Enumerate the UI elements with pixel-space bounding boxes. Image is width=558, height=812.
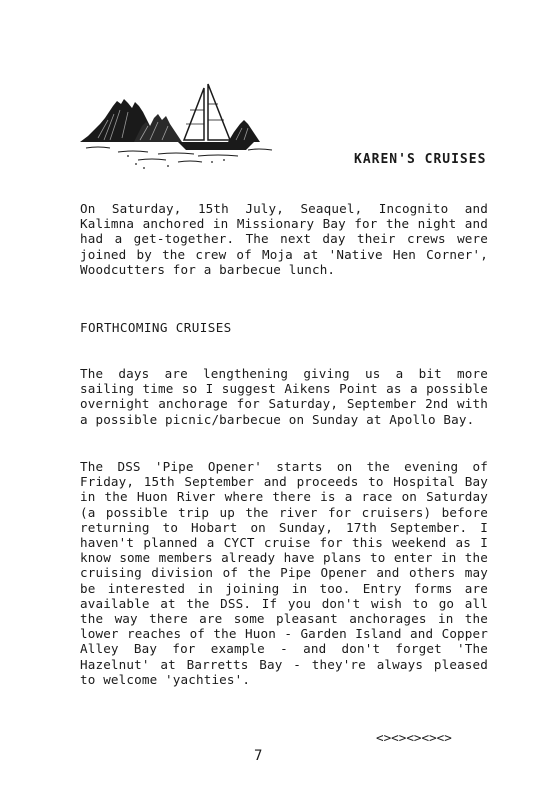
sailboat-mountains-icon xyxy=(78,80,278,175)
end-of-article-mark: <><><><><> xyxy=(376,730,452,745)
page-number: 7 xyxy=(254,748,263,764)
section-heading-forthcoming-cruises: FORTHCOMING CRUISES xyxy=(80,320,232,335)
paragraph-pipe-opener: The DSS 'Pipe Opener' starts on the evening of Friday, 15th September and proceeds to Hospital Bay in the Huon River where there is a race on Saturday (a possible trip up the river for cruisers) before returning to Hobart on Sunday, 17th September. I haven't planned a CYCT cruise for this weekend as I know some members already have plans to enter in the cruising division of the Pipe Opener and others may be interested in joining in too. Entry forms are available at the DSS. If you don't wish to go all the way there are some pleasant anchorages in the lower reaches of the Huon - Garden Island and Copper Alley Bay for example - and don't forget 'The Hazelnut' at Barretts Bay - they're always pleased to welcome 'yachties'. xyxy=(80,459,488,687)
paragraph-september-anchorage: The days are lengthening giving us a bit more sailing time so I suggest Aikens Point as a possible overnight anchorage for Saturday, September 2nd with a possible picnic/barbecue on Sunday at Apollo Bay. xyxy=(80,366,488,427)
page-title: KAREN'S CRUISES xyxy=(354,152,487,167)
paragraph-july-cruise: On Saturday, 15th July, Seaquel, Incognito and Kalimna anchored in Missionary Bay for the night and had a get-together. The next day their crews were joined by the crew of Moja at 'Native Hen Corner', Woodcutters for a barbecue lunch. xyxy=(80,201,488,277)
